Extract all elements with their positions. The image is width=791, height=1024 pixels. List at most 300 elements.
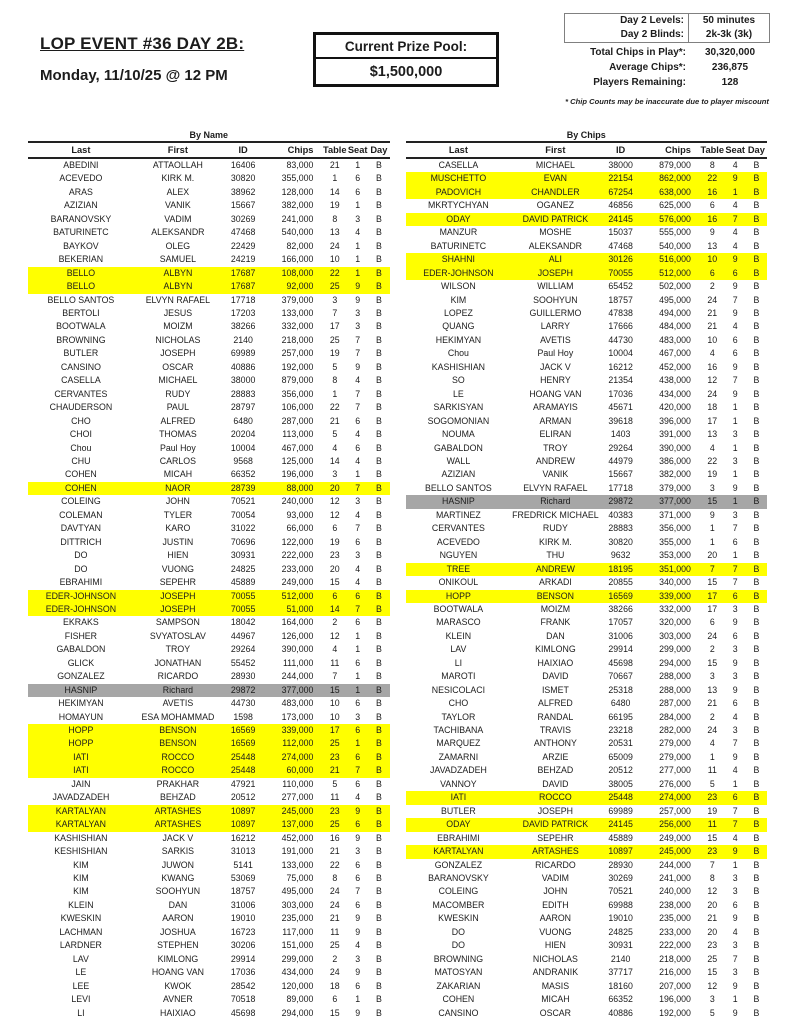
cell-chips: 277,000 (281, 792, 314, 803)
cell-day: B (375, 213, 382, 224)
cell-chips: 371,000 (659, 509, 691, 520)
cell-table: 1 (709, 751, 715, 762)
cell-seat: 7 (355, 388, 361, 399)
player-row (406, 455, 768, 468)
cell-day: B (375, 254, 382, 265)
cell-id: 20855 (608, 577, 633, 588)
cell-seat: 1 (355, 267, 361, 278)
cell-table: 4 (709, 442, 715, 453)
player-row (406, 388, 768, 401)
cell-seat: 9 (355, 926, 361, 937)
cell-chips: 484,000 (659, 321, 691, 332)
cell-last: KLEIN (68, 899, 94, 910)
cell-chips: 879,000 (281, 375, 314, 386)
player-row (406, 186, 768, 199)
cell-first: ELIRAN (539, 429, 572, 440)
cell-chips: 495,000 (281, 886, 314, 897)
cell-last: GABALDON (56, 644, 106, 655)
cell-id: 45889 (230, 577, 256, 588)
player-row (406, 320, 768, 333)
cell-table: 3 (332, 469, 338, 480)
cell-day: B (753, 644, 760, 655)
cell-seat: 1 (355, 994, 361, 1005)
cell-seat: 6 (355, 819, 361, 830)
cell-day: B (375, 402, 382, 413)
player-row (406, 724, 768, 737)
cell-id: 25448 (230, 765, 256, 776)
cell-last: COHEN (65, 469, 97, 480)
player-row (28, 751, 390, 764)
cell-seat: 1 (732, 402, 738, 413)
cell-first: BENSON (536, 590, 574, 601)
cell-first: SARKIS (161, 846, 195, 857)
player-row (28, 885, 390, 898)
cell-last: QUANG (442, 321, 475, 332)
cell-chips: 93,000 (286, 509, 314, 520)
player-row (406, 226, 768, 239)
player-row (28, 764, 390, 777)
player-row (28, 832, 390, 845)
cell-first: EVAN (543, 173, 568, 184)
player-row (406, 630, 768, 643)
cell-chips: 483,000 (281, 698, 314, 709)
cell-day: B (375, 267, 382, 278)
cell-table: 6 (332, 590, 338, 601)
cell-id: 20531 (608, 738, 633, 749)
cell-id: 25318 (608, 684, 633, 695)
cell-day: B (753, 886, 760, 897)
cell-day: B (375, 186, 382, 197)
cell-table: 11 (330, 926, 340, 937)
prize-pool-label: Current Prize Pool: (316, 35, 496, 59)
cell-day: B (375, 348, 382, 359)
cell-seat: 7 (732, 805, 738, 816)
cell-table: 20 (329, 563, 340, 574)
cell-chips: 390,000 (659, 442, 691, 453)
cell-day: B (375, 442, 382, 453)
cell-table: 12 (329, 630, 340, 641)
player-row (28, 253, 390, 266)
cell-seat: 3 (355, 213, 361, 224)
cell-last: DO (74, 550, 88, 561)
cell-first: AARON (162, 913, 194, 924)
player-row (406, 1007, 768, 1020)
player-row (406, 482, 768, 495)
cell-id: 46856 (608, 200, 633, 211)
cell-id: 44730 (608, 334, 633, 345)
cell-seat: 6 (355, 536, 361, 547)
player-row (406, 845, 768, 858)
cell-day: B (375, 523, 382, 534)
cell-id: 9632 (610, 550, 631, 561)
cell-id: 38000 (230, 375, 256, 386)
cell-first: JONATHAN (154, 657, 202, 668)
cell-chips: 339,000 (659, 590, 691, 601)
cell-last: Chou (447, 348, 469, 359)
cell-table: 14 (329, 186, 340, 197)
cell-seat: 9 (732, 388, 738, 399)
cell-day: B (375, 846, 382, 857)
cell-id: 2140 (233, 334, 253, 345)
cell-first: ATTAOLLAH (152, 160, 203, 170)
cell-last: LI (454, 657, 463, 668)
cell-table: 24 (707, 294, 718, 305)
cell-last: BUTLER (63, 348, 99, 359)
cell-day: B (753, 725, 760, 736)
by-chips-table (406, 130, 768, 1020)
player-row (28, 939, 390, 952)
cell-table: 21 (707, 307, 718, 318)
cell-chips: 151,000 (281, 940, 314, 951)
cell-chips: 483,000 (659, 334, 691, 345)
cell-day: B (753, 751, 760, 762)
cell-chips: 257,000 (659, 805, 691, 816)
cell-last: JAVADZADEH (429, 765, 487, 776)
cell-seat: 7 (732, 213, 738, 224)
cell-last: BUTLER (441, 805, 476, 816)
player-row (406, 590, 768, 603)
cell-id: 70518 (230, 994, 256, 1005)
player-row (406, 536, 768, 549)
player-row (406, 980, 768, 993)
cell-table: 4 (709, 348, 715, 359)
cell-last: KASHISHIAN (431, 361, 486, 372)
cell-table: 18 (707, 402, 718, 413)
cell-id: 24219 (230, 254, 256, 265)
tables-container (0, 130, 791, 1020)
player-row (28, 791, 390, 804)
cell-first: SEPEHR (159, 577, 196, 588)
cell-day: B (375, 334, 382, 345)
cell-last: CHOI (69, 429, 92, 440)
player-row (28, 267, 390, 280)
cell-table: 11 (330, 792, 340, 803)
player-row (28, 630, 390, 643)
cell-chips: 279,000 (659, 751, 691, 762)
cell-day: B (375, 859, 382, 870)
cell-first: HIEN (544, 940, 566, 951)
cell-chips: 638,000 (659, 186, 691, 197)
cell-chips: 240,000 (659, 886, 691, 897)
column-header-day: Day (368, 143, 389, 158)
cell-id: 1403 (610, 429, 631, 440)
cell-last: WILSON (441, 281, 476, 292)
cell-day: B (753, 213, 760, 224)
cell-table: 24 (707, 388, 718, 399)
cell-id: 25448 (230, 751, 256, 762)
cell-table: 15 (707, 832, 718, 843)
cell-last: BELLO (66, 267, 96, 278)
cell-id: 69989 (608, 805, 633, 816)
cell-last: IATI (73, 765, 89, 776)
cell-first: HOANG VAN (151, 967, 204, 978)
cell-table: 12 (329, 509, 340, 520)
cell-seat: 9 (732, 281, 738, 292)
player-row (406, 401, 768, 414)
cell-first: OSCAR (162, 361, 194, 372)
cell-id: 22154 (608, 173, 633, 184)
cell-table: 23 (707, 846, 718, 857)
cell-day: B (753, 550, 760, 561)
cell-chips: 287,000 (281, 415, 314, 426)
column-header-id: ID (222, 143, 264, 158)
cell-last: ODAY (446, 213, 471, 224)
cell-seat: 6 (732, 630, 738, 641)
cell-chips: 420,000 (659, 402, 691, 413)
player-row (28, 872, 390, 885)
cell-chips: 277,000 (659, 765, 691, 776)
column-header-day: Day (746, 143, 767, 158)
player-row (28, 415, 390, 428)
cell-seat: 7 (355, 482, 361, 493)
cell-seat: 1 (355, 200, 361, 211)
cell-id: 17057 (608, 617, 633, 628)
cell-first: HAIXIAO (160, 1007, 196, 1018)
cell-table: 21 (329, 415, 340, 426)
column-header-seat: Seat (347, 143, 368, 158)
cell-first: FRANK (540, 617, 571, 628)
player-row (28, 213, 390, 226)
cell-chips: 294,000 (281, 1007, 314, 1018)
cell-day: B (753, 200, 760, 211)
cell-id: 20204 (230, 429, 256, 440)
cell-day: B (375, 281, 382, 292)
cell-last: TREE (446, 563, 471, 574)
cell-day: B (753, 415, 760, 426)
cell-seat: 7 (732, 738, 738, 749)
cell-id: 24145 (608, 213, 633, 224)
average-chips-value: 236,875 (711, 62, 749, 73)
cell-seat: 9 (355, 1007, 361, 1018)
player-row (406, 872, 768, 885)
cell-chips: 382,000 (659, 469, 691, 480)
cell-first: ALFRED (538, 698, 573, 709)
cell-chips: 353,000 (659, 550, 691, 561)
cell-chips: 320,000 (659, 617, 691, 628)
cell-table: 22 (707, 173, 718, 184)
cell-id: 45698 (230, 1007, 256, 1018)
stats-block (564, 45, 770, 90)
cell-day: B (375, 361, 382, 372)
cell-id: 16723 (230, 926, 256, 937)
cell-id: 18757 (608, 294, 633, 305)
cell-last: BELLO SANTOS (424, 482, 492, 493)
players-remaining-label: Players Remaining: (593, 77, 686, 88)
cell-last: KESHISHIAN (54, 846, 108, 857)
cell-chips: 467,000 (659, 348, 691, 359)
cell-id: 31006 (230, 899, 256, 910)
cell-chips: 92,000 (286, 281, 314, 292)
cell-table: 6 (332, 994, 338, 1005)
cell-first: SAMPSON (155, 617, 200, 628)
cell-last: CHAUDERSON (49, 402, 113, 413)
cell-table: 7 (709, 859, 715, 870)
player-row (28, 401, 390, 414)
cell-day: B (375, 482, 382, 493)
player-row (28, 926, 390, 939)
cell-last: BELLO SANTOS (47, 294, 115, 305)
cell-first: KARO (165, 523, 191, 534)
cell-day: B (375, 805, 382, 816)
cell-seat: 7 (732, 953, 738, 964)
cell-chips: 245,000 (659, 846, 691, 857)
cell-seat: 4 (355, 577, 361, 588)
cell-last: TAYLOR (441, 711, 476, 722)
cell-seat: 7 (355, 603, 361, 614)
cell-first: ARZIE (542, 751, 569, 762)
levels-value: 50 minutes (702, 15, 756, 26)
cell-last: KARTALYAN (55, 805, 106, 816)
cell-first: AVETIS (162, 698, 194, 709)
player-row (406, 818, 768, 831)
player-row (406, 334, 768, 347)
cell-chips: 244,000 (659, 859, 691, 870)
cell-chips: 516,000 (659, 254, 691, 265)
cell-first: VANIK (542, 469, 569, 480)
cell-seat: 3 (732, 873, 738, 884)
cell-first: SAMUEL (159, 254, 196, 265)
cell-chips: 382,000 (281, 200, 314, 211)
cell-id: 30269 (230, 213, 256, 224)
cell-table: 1 (332, 388, 338, 399)
cell-seat: 6 (732, 334, 738, 345)
cell-seat: 4 (732, 765, 738, 776)
cell-table: 25 (329, 281, 340, 292)
blinds-label: Day 2 Blinds: (565, 28, 689, 42)
cell-chips: 434,000 (281, 967, 314, 978)
cell-day: B (375, 415, 382, 426)
cell-seat: 3 (732, 603, 738, 614)
cell-id: 15667 (608, 469, 633, 480)
cell-table: 21 (707, 698, 718, 709)
cell-seat: 1 (732, 550, 738, 561)
cell-last: BATURINETC (53, 227, 109, 238)
player-row (406, 509, 768, 522)
cell-day: B (753, 160, 760, 170)
cell-id: 16212 (230, 832, 256, 843)
cell-chips: 238,000 (659, 899, 691, 910)
cell-seat: 9 (732, 482, 738, 493)
cell-first: ROCCO (539, 792, 572, 803)
cell-day: B (375, 644, 382, 655)
player-row (28, 845, 390, 858)
cell-table: 12 (707, 980, 718, 991)
cell-chips: 137,000 (281, 819, 314, 830)
cell-day: B (753, 496, 760, 507)
cell-first: ELVYN RAFAEL (145, 294, 211, 305)
cell-table: 4 (709, 738, 715, 749)
cell-table: 15 (707, 967, 718, 978)
cell-id: 30931 (608, 940, 633, 951)
cell-id: 10004 (230, 442, 256, 453)
cell-table: 10 (707, 254, 718, 265)
cell-id: 55452 (230, 657, 256, 668)
cell-id: 70696 (230, 536, 256, 547)
cell-table: 19 (329, 536, 340, 547)
cell-last: LEE (72, 980, 90, 991)
cell-last: HOPP (68, 738, 94, 749)
column-header-first: First (511, 143, 599, 158)
cell-first: ANDRANIK (532, 967, 579, 978)
cell-chips: 512,000 (659, 267, 691, 278)
cell-table: 9 (709, 509, 715, 520)
cell-last: KIM (73, 886, 89, 897)
cell-day: B (753, 348, 760, 359)
cell-table: 25 (329, 940, 340, 951)
cell-id: 20512 (230, 792, 256, 803)
cell-seat: 6 (355, 859, 361, 870)
cell-day: B (375, 307, 382, 318)
cell-table: 15 (707, 657, 718, 668)
player-row (28, 347, 390, 360)
cell-table: 3 (332, 294, 338, 305)
cell-table: 17 (329, 725, 340, 736)
cell-first: JOSHUA (160, 926, 196, 937)
cell-first: ARAMAYIS (532, 402, 578, 413)
cell-chips: 377,000 (281, 684, 314, 695)
cell-last: KASHISHIAN (54, 832, 108, 843)
cell-first: MASIS (541, 980, 570, 991)
player-row (406, 805, 768, 818)
cell-chips: 332,000 (281, 321, 314, 332)
cell-day: B (753, 657, 760, 668)
cell-last: DO (74, 563, 88, 574)
cell-seat: 1 (355, 684, 361, 695)
player-row (406, 643, 768, 656)
player-row (28, 563, 390, 576)
cell-table: 10 (707, 334, 718, 345)
cell-table: 13 (707, 684, 718, 695)
cell-table: 19 (329, 348, 340, 359)
player-row (406, 764, 768, 777)
cell-last: CHU (71, 455, 91, 466)
cell-chips: 60,000 (286, 765, 314, 776)
cell-seat: 3 (732, 886, 738, 897)
cell-table: 14 (329, 455, 340, 466)
cell-table: 25 (329, 334, 340, 345)
cell-first: SEPEHR (537, 832, 574, 843)
cell-chips: 133,000 (281, 859, 314, 870)
cell-table: 16 (707, 361, 718, 372)
cell-first: JOHN (165, 496, 190, 507)
cell-day: B (753, 455, 760, 466)
cell-chips: 166,000 (281, 254, 314, 265)
cell-table: 5 (332, 778, 338, 789)
cell-chips: 83,000 (286, 160, 314, 170)
cell-first: ROCCO (161, 751, 195, 762)
cell-day: B (753, 792, 760, 803)
cell-id: 17718 (230, 294, 256, 305)
cell-first: Richard (162, 684, 194, 695)
cell-table: 13 (329, 227, 340, 238)
cell-seat: 9 (732, 307, 738, 318)
cell-table: 3 (709, 482, 715, 493)
cell-chips: 120,000 (281, 980, 314, 991)
cell-first: JUWON (161, 859, 194, 870)
cell-first: JOSEPH (537, 267, 573, 278)
cell-id: 45889 (608, 832, 633, 843)
cell-day: B (753, 321, 760, 332)
cell-first: DAN (546, 630, 565, 641)
cell-last: BELLO (66, 281, 96, 292)
cell-first: KIRK M. (161, 173, 195, 184)
cell-seat: 1 (732, 778, 738, 789)
cell-table: 2 (332, 953, 338, 964)
player-row (406, 751, 768, 764)
player-row (406, 253, 768, 266)
cell-last: ARAS (68, 186, 93, 197)
cell-seat: 7 (355, 765, 361, 776)
